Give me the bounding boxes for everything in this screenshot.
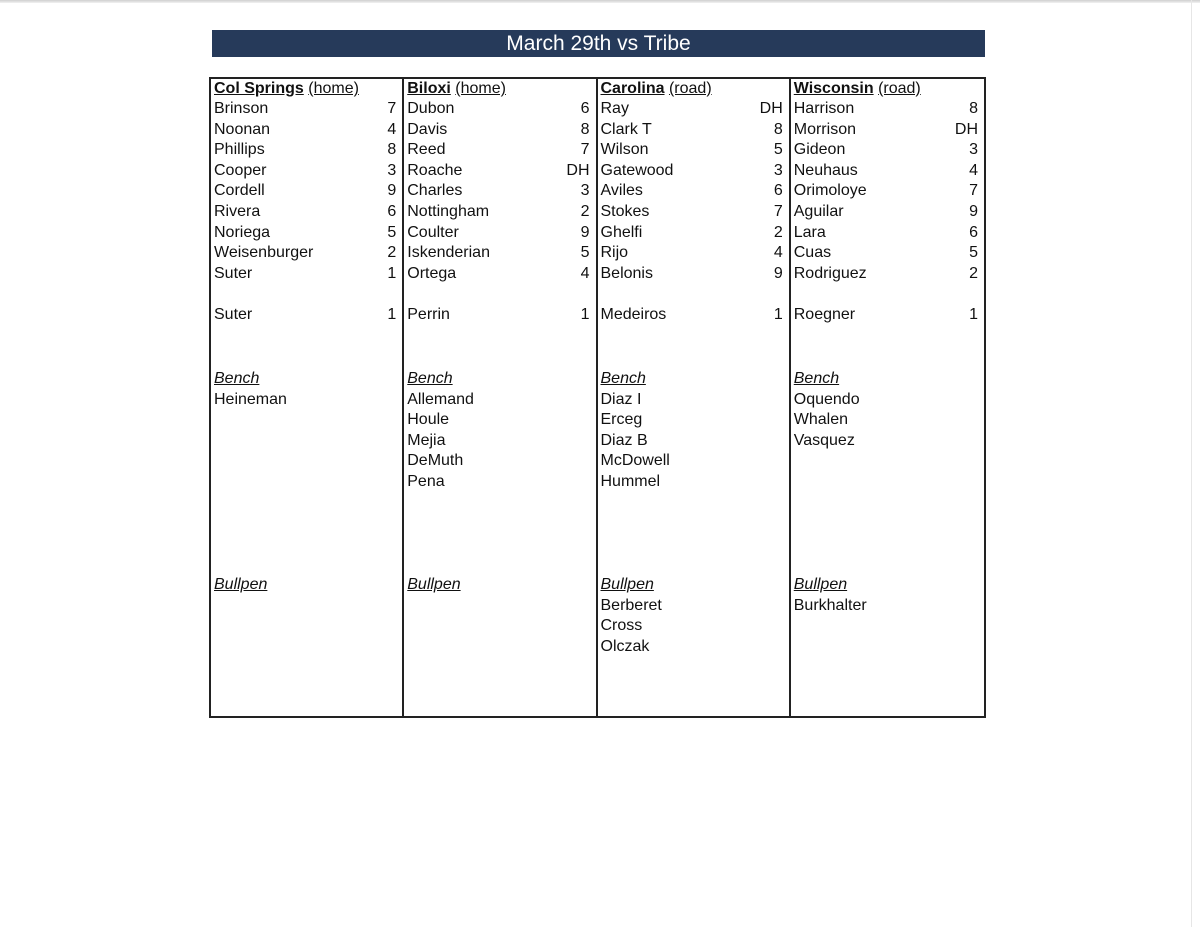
- player-position: 1: [387, 264, 397, 282]
- player-name: Orimoloye: [793, 182, 867, 200]
- player-position: 1: [580, 305, 590, 323]
- player-position: 7: [773, 202, 783, 220]
- lineup-row: [214, 181, 399, 202]
- roster-player: Diaz B: [600, 431, 648, 449]
- player-position: 3: [773, 161, 783, 179]
- bullpen-list: [601, 596, 786, 658]
- player-name: Harrison: [793, 100, 855, 117]
- scan-edge-right: [1191, 0, 1192, 927]
- player-name: Ortega: [407, 264, 457, 282]
- team-column: [211, 79, 404, 716]
- roster-player: Diaz I: [600, 390, 642, 408]
- lineup-row: [214, 243, 399, 264]
- bench-section: [407, 369, 592, 493]
- roster-player: Houle: [407, 411, 450, 429]
- player-position: 1: [387, 305, 397, 323]
- team-header: [407, 79, 592, 99]
- team-location: (road): [878, 80, 921, 97]
- lineup-row: [601, 202, 786, 223]
- batting-lineup: [407, 99, 592, 284]
- player-position: DH: [759, 100, 783, 117]
- lineup-row: [601, 243, 786, 264]
- bench-section: [214, 369, 399, 410]
- player-name: Davis: [407, 120, 448, 138]
- player-name: Suter: [214, 264, 253, 282]
- player-name: Iskenderian: [407, 244, 490, 262]
- bullpen-section: [601, 575, 786, 657]
- roster-player: Mejia: [407, 431, 446, 449]
- roster-player: Erceg: [600, 411, 643, 429]
- lineup-row: [794, 202, 981, 223]
- player-name: Noriega: [214, 223, 271, 241]
- bench-list: [794, 390, 981, 452]
- lineup-row: [214, 223, 399, 244]
- starting-pitcher: [407, 305, 592, 326]
- player-name: Rodriguez: [793, 264, 867, 282]
- player-name: Suter: [214, 305, 253, 323]
- player-position: 7: [969, 182, 978, 200]
- roster-player: Pena: [407, 472, 445, 490]
- team-location: (home): [455, 80, 506, 97]
- roster-player: McDowell: [600, 452, 670, 470]
- player-position: 9: [773, 264, 783, 282]
- roster-player: Allemand: [407, 390, 474, 408]
- player-position: 8: [969, 100, 978, 117]
- team-column: [404, 79, 597, 716]
- player-position: 4: [387, 120, 397, 138]
- player-position: 2: [580, 202, 590, 220]
- player-position: 4: [773, 244, 783, 262]
- lineup-row: [794, 223, 981, 244]
- lineup-grid: [209, 77, 986, 718]
- player-name: Belonis: [600, 264, 653, 282]
- bench-list: [407, 390, 592, 493]
- player-position: 5: [387, 223, 397, 241]
- lineup-row: [601, 99, 786, 120]
- player-name: Clark T: [600, 120, 652, 138]
- player-name: Roegner: [793, 305, 856, 323]
- player-name: Phillips: [214, 141, 265, 159]
- player-position: 7: [580, 141, 590, 159]
- team-name: Biloxi: [407, 80, 451, 97]
- team-header: [214, 79, 399, 99]
- lineup-row: [794, 264, 981, 285]
- starting-pitcher: [601, 305, 786, 326]
- player-position: 7: [387, 100, 397, 117]
- lineup-row: [407, 202, 592, 223]
- roster-player: Vasquez: [793, 431, 855, 449]
- team-name: Wisconsin: [793, 80, 874, 97]
- player-name: Charles: [407, 182, 463, 200]
- player-position: 2: [969, 264, 978, 282]
- player-position: 1: [969, 305, 978, 323]
- roster-player: DeMuth: [407, 452, 464, 470]
- bench-label: Bench: [214, 370, 260, 387]
- roster-player: Cross: [600, 617, 643, 635]
- page-title: March 29th vs Tribe: [212, 30, 985, 57]
- player-position: 4: [580, 264, 590, 282]
- roster-player: Heineman: [214, 390, 287, 408]
- player-position: DH: [566, 161, 590, 179]
- team-name: Carolina: [600, 80, 665, 97]
- lineup-row: [407, 305, 592, 326]
- player-position: 5: [580, 244, 590, 262]
- player-name: Gideon: [793, 141, 846, 159]
- player-position: 9: [969, 202, 978, 220]
- lineup-row: [407, 264, 592, 285]
- lineup-row: [794, 120, 981, 141]
- lineup-row: [601, 223, 786, 244]
- bullpen-label: Bullpen: [600, 576, 654, 593]
- lineup-row: [794, 161, 981, 182]
- player-name: Cooper: [214, 161, 267, 179]
- lineup-row: [794, 305, 981, 326]
- team-column: [598, 79, 791, 716]
- player-name: Brinson: [214, 100, 269, 117]
- player-name: Neuhaus: [793, 161, 858, 179]
- team-location: (road): [668, 80, 712, 97]
- bullpen-list: [794, 596, 981, 617]
- bullpen-section: [794, 575, 981, 616]
- team-header: [601, 79, 786, 99]
- player-name: Aviles: [600, 182, 643, 200]
- lineup-row: [214, 120, 399, 141]
- player-name: Wilson: [600, 141, 649, 159]
- bench-section: [794, 369, 981, 451]
- lineup-row: [601, 120, 786, 141]
- player-position: 6: [580, 100, 590, 117]
- starting-pitcher: [794, 305, 981, 326]
- team-name: Col Springs: [214, 80, 304, 97]
- team-location: (home): [308, 80, 359, 97]
- player-position: 6: [969, 223, 978, 241]
- bench-label: Bench: [793, 370, 840, 387]
- player-name: Coulter: [407, 223, 459, 241]
- player-name: Roache: [407, 161, 463, 179]
- lineup-row: [601, 264, 786, 285]
- bench-label: Bench: [407, 370, 453, 387]
- roster-player: Whalen: [793, 411, 848, 429]
- lineup-row: [407, 223, 592, 244]
- player-position: 3: [969, 141, 978, 159]
- lineup-row: [214, 99, 399, 120]
- player-position: 3: [580, 182, 590, 200]
- player-name: Lara: [793, 223, 826, 241]
- player-name: Rijo: [600, 244, 629, 262]
- lineup-row: [794, 99, 981, 120]
- batting-lineup: [214, 99, 399, 284]
- player-position: 3: [387, 161, 397, 179]
- player-name: Perrin: [407, 305, 450, 323]
- player-name: Stokes: [600, 202, 650, 220]
- player-name: Dubon: [407, 100, 455, 117]
- player-name: Ray: [600, 100, 629, 117]
- bullpen-label: Bullpen: [793, 576, 848, 593]
- lineup-row: [214, 161, 399, 182]
- player-name: Reed: [407, 141, 446, 159]
- bullpen-label: Bullpen: [407, 576, 461, 593]
- lineup-row: [794, 140, 981, 161]
- team-header: [794, 79, 981, 99]
- player-position: 4: [969, 161, 978, 179]
- lineup-row: [407, 181, 592, 202]
- player-name: Cordell: [214, 182, 265, 200]
- batting-lineup: [601, 99, 786, 284]
- lineup-row: [601, 181, 786, 202]
- bullpen-section: [407, 575, 592, 596]
- player-position: 9: [580, 223, 590, 241]
- team-column: [791, 79, 984, 716]
- lineup-row: [407, 99, 592, 120]
- lineup-row: [407, 120, 592, 141]
- player-position: 8: [580, 120, 590, 138]
- player-position: 8: [773, 120, 783, 138]
- roster-player: Oquendo: [793, 390, 860, 408]
- player-name: Cuas: [793, 244, 832, 262]
- lineup-row: [601, 305, 786, 326]
- player-position: DH: [954, 120, 978, 138]
- bullpen-section: [214, 575, 399, 596]
- lineup-row: [407, 161, 592, 182]
- player-name: Weisenburger: [214, 244, 314, 262]
- player-position: 6: [773, 182, 783, 200]
- lineup-row: [407, 140, 592, 161]
- roster-player: Hummel: [600, 472, 661, 490]
- player-position: 2: [773, 223, 783, 241]
- player-position: 6: [387, 202, 397, 220]
- roster-player: Berberet: [600, 596, 662, 614]
- player-position: 5: [773, 141, 783, 159]
- player-name: Medeiros: [600, 305, 667, 323]
- player-name: Noonan: [214, 120, 271, 138]
- bench-section: [601, 369, 786, 493]
- player-name: Morrison: [793, 120, 856, 138]
- lineup-row: [407, 243, 592, 264]
- player-position: 9: [387, 182, 397, 200]
- bench-label: Bench: [600, 370, 646, 387]
- player-position: 8: [387, 141, 397, 159]
- starting-pitcher: [214, 305, 399, 326]
- bench-list: [601, 390, 786, 493]
- lineup-row: [601, 140, 786, 161]
- bullpen-label: Bullpen: [214, 576, 268, 593]
- lineup-row: [601, 161, 786, 182]
- player-position: 5: [969, 244, 978, 262]
- lineup-row: [794, 181, 981, 202]
- lineup-row: [794, 243, 981, 264]
- player-name: Gatewood: [600, 161, 674, 179]
- player-name: Ghelfi: [600, 223, 643, 241]
- player-name: Rivera: [214, 202, 261, 220]
- player-position: 1: [773, 305, 783, 323]
- player-position: 2: [387, 244, 397, 262]
- lineup-row: [214, 202, 399, 223]
- scan-edge-top: [0, 0, 1200, 3]
- lineup-row: [214, 140, 399, 161]
- roster-player: Olczak: [600, 637, 650, 655]
- lineup-row: [214, 305, 399, 326]
- player-name: Nottingham: [407, 202, 490, 220]
- bench-list: [214, 390, 399, 411]
- player-name: Aguilar: [793, 202, 844, 220]
- roster-player: Burkhalter: [793, 596, 867, 614]
- lineup-row: [214, 264, 399, 285]
- batting-lineup: [794, 99, 981, 284]
